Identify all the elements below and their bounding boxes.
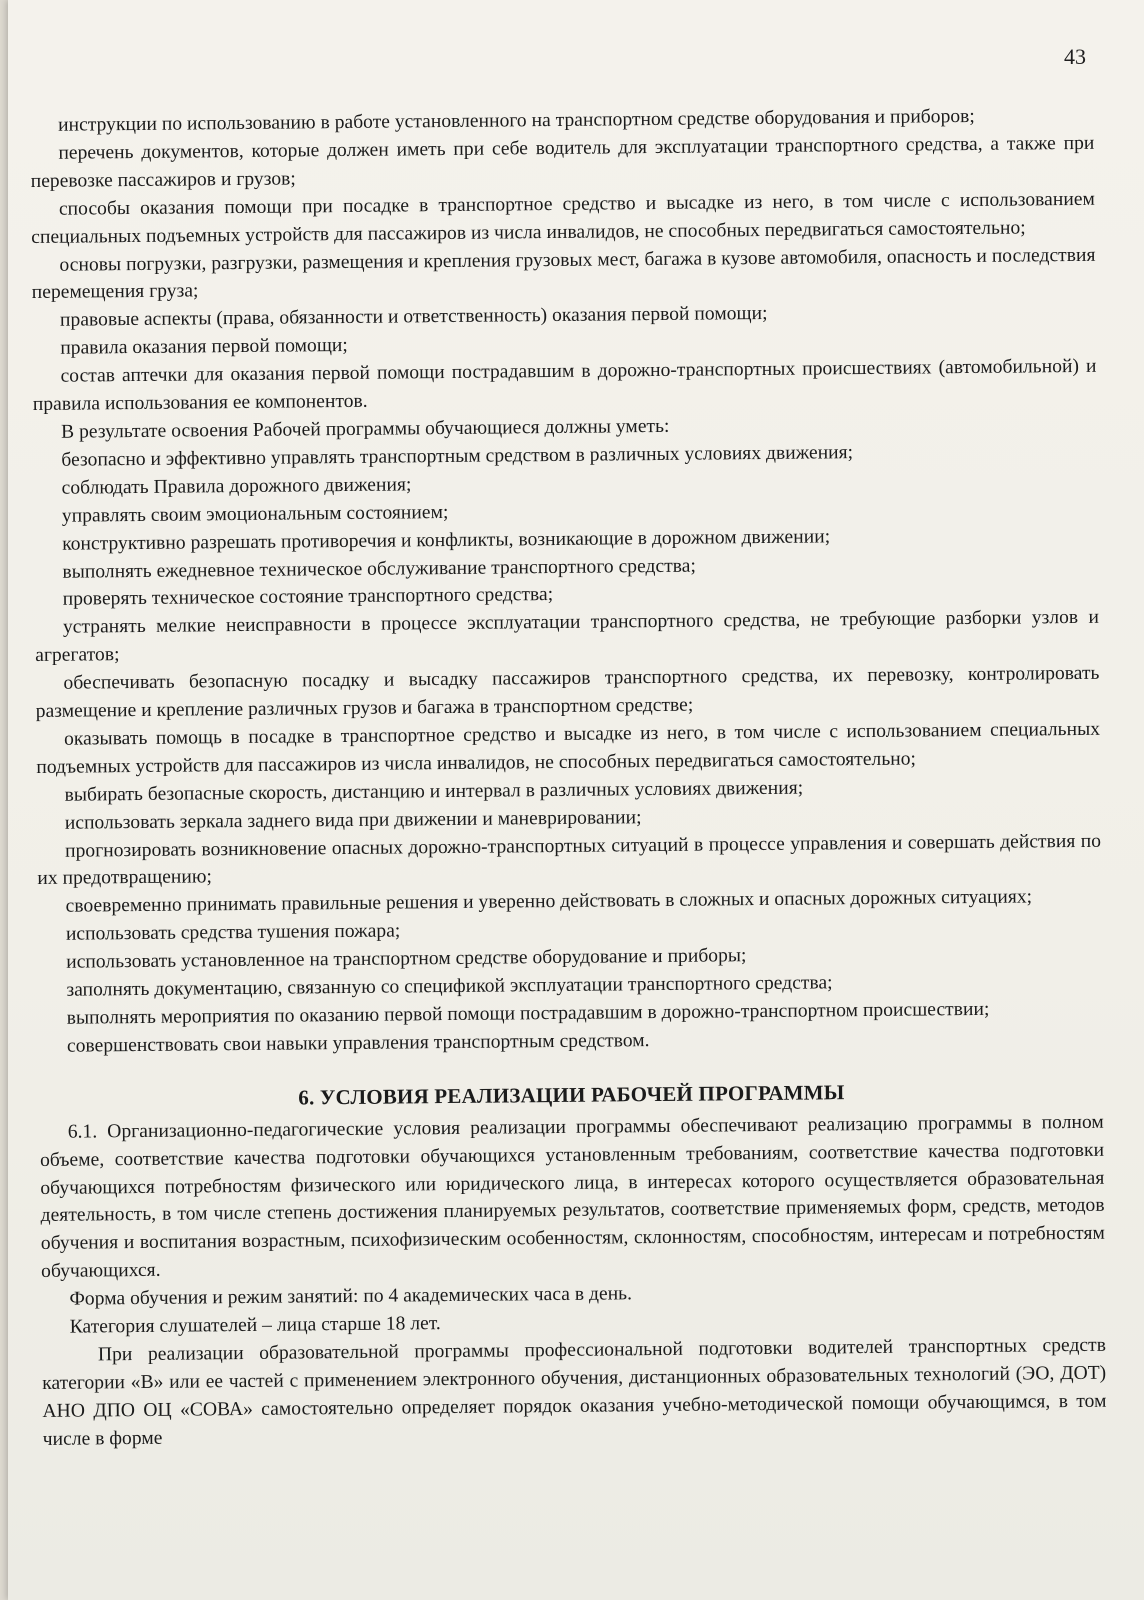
list-item: перечень документов, которые должен иметь при себе водитель для эксплуатации транспортного средства, а также при перевозке пассажиров и грузов; [30,132,1095,192]
skill-item: заполнять документацию, связанную со спецификой эксплуатации транспортного средства; [66,972,833,1001]
skill-item: использовать установленное на транспортном средстве оборудование и приборы; [66,945,747,973]
skill-item: выполнять мероприятия по оказанию первой помощи пострадавшим в дорожно-транспортном происшествии; [66,998,990,1029]
list-item: правовые аспекты (права, обязанности и ответственность) оказания первой помощи; [59,303,768,332]
skill-item: безопасно и эффективно управлять транспортным средством в различных условиях движения; [61,441,854,471]
skill-item: использовать зеркала заднего вида при движении и маневрировании; [64,806,642,834]
skill-item: своевременно принимать правильные решения и уверенно действовать в сложных и опасных дорожных ситуациях; [65,886,1033,918]
skill-item: конструктивно разрешать противоречия и конфликты, возникающие в дорожном движении; [62,525,831,555]
section-paragraph: 6.1. Организационно-педагогические условия реализации программы обеспечивают реализацию программы в полном объеме, соответствие качества подготовки обучающихся установленным требованиям, соответствие качества подготовки обучающихся потребностям физического или юридического лица, в интересах которого осуществляется образовательная деятельность, в том числе степень достижения планируемых результатов, соответствие применяемых форм, средств, методов обучения и воспитания возрастным, психофизическим особенностям, склонностям, способностям, интересам и потребностям обучающихся. [39,1111,1105,1283]
list-item: правила оказания первой помощи; [60,335,348,359]
document-page [8,0,1144,1600]
list-item: состав аптечки для оказания первой помощи пострадавшим в дорожно-транспортных происшествиях (автомобильной) и правила использования ее компонентов. [32,355,1097,416]
skill-item: устранять мелкие неисправности в процессе эксплуатации транспортного средства, не требующие разборки узлов и агрегатов; [35,607,1100,667]
section-heading: 6. УСЛОВИЯ РЕАЛИЗАЦИИ РАБОЧЕЙ ПРОГРАММЫ [298,1080,845,1110]
list-item: основы погрузки, разгрузки, размещения и крепления грузовых мест, багажа в кузове автомобиля, опасность и последствия перемещения груза; [31,244,1096,304]
section-paragraph: Категория слушателей – лица старше 18 лет. [69,1313,441,1338]
skill-item: оказывать помощь в посадке в транспортное средство и высадке из него, в том числе с использованием специальных подъемных устройств для пассажиров из числа инвалидов, не способных передвигаться самостоятельно; [36,718,1101,778]
list-item: способы оказания помощи при посадке в транспортное средство и высадке из него, в том числе с использованием специальных подъемных устройств для пассажиров из числа инвалидов, не способных передвигаться самостоятельно; [31,188,1095,248]
skill-item: использовать средства тушения пожара; [65,920,401,945]
skill-item: соблюдать Правила дорожного движения; [61,474,412,499]
skills-intro: В результате освоения Рабочей программы обучающиеся должны уметь: [60,415,670,443]
list-item: инструкции по использованию в работе установленного на транспортном средстве оборудования и приборов; [58,105,975,136]
page-number: 43 [1064,44,1086,69]
skill-item: проверять техническое состояние транспортного средства; [62,584,554,611]
skill-item: выполнять ежедневное техническое обслуживание транспортного средства; [62,555,696,583]
section-paragraph: При реализации образовательной программы профессиональной подготовки водителей транспортных средств категории «В» или ее частей с применением электронного обучения, дистанционных образовательных технологий (ЭО, ДОТ) АНО ДПО ОЦ «СОВА» самостоятельно определяет порядок оказания учебно-методической помощи обучающимся, в том числе в форме [42,1334,1107,1450]
page-body [30,102,1107,1454]
skill-item: выбирать безопасные скорость, дистанцию и интервал в различных условиях движения; [64,777,804,806]
skill-item: управлять своим эмоциональным состоянием; [61,501,449,527]
skill-item: прогнозировать возникновение опасных дорожно-транспортных ситуаций в процессе управления и совершать действия по их предотвращению; [37,830,1102,890]
skill-item: совершенствовать свои навыки управления транспортным средством. [66,1030,650,1057]
section-paragraph: Форма обучения и режим занятий: по 4 академических часа в день. [69,1283,633,1310]
skill-item: обеспечивать безопасную посадку и высадку пассажиров транспортного средства, их перевозку, контролировать размещение и крепление различных грузов и багажа в транспортном средстве; [35,662,1100,723]
